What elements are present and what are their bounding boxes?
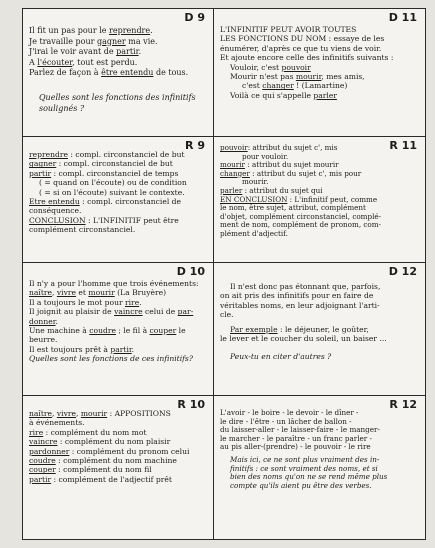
text-line: mourir : attribut du sujet mourir — [220, 160, 339, 170]
card-d12 — [214, 263, 425, 396]
text-line: cle. — [220, 310, 234, 320]
text-line: au pis aller-(prendre) - le pouvoir - le rire — [220, 442, 371, 452]
card-r11 — [214, 137, 425, 263]
text-line: beurre. — [29, 335, 58, 345]
text-line: pouvoir: attribut du sujet c', mis — [220, 143, 338, 152]
question: soulignés ? — [39, 103, 85, 113]
text-line: complément circonstanciel. — [29, 225, 136, 235]
text-line: vaincre : complément du nom plaisir — [29, 437, 171, 447]
text-line: c'est changer ! (Lamartine) — [242, 81, 348, 91]
text-line: conséquence. — [29, 206, 82, 216]
text-line: coudre : complément du nom machine — [29, 456, 177, 466]
text-line: Vouloir, c'est pouvoir — [230, 62, 311, 72]
text-line: reprendre : compl. circonstanciel de but — [29, 150, 185, 159]
card-code: D 12 — [388, 265, 417, 278]
card-grid — [23, 9, 425, 539]
note-line: compte qu'ils aient pu être des verbes. — [230, 480, 372, 490]
text-line: L'avoir - le boire - le devoir - le dîner - — [220, 408, 359, 417]
card-code: R 12 — [389, 398, 417, 411]
note-line: finitifs : ce sont vraiment des noms, et si — [230, 463, 378, 473]
note-line: Mais ici, ce ne sont plus vraiment des in- — [230, 454, 380, 464]
text-line: naître, vivre et mourir (La Bruyère) — [29, 288, 167, 298]
text-line: à événements. — [29, 418, 85, 428]
text-line: le marcher - le paraître - un franc parler - — [220, 433, 372, 443]
text-line: plément d'adjectif. — [220, 228, 288, 238]
card-d9 — [23, 9, 214, 137]
text-line: ( = si on l'écoute) suivant le contexte. — [39, 187, 185, 197]
text-line: partir : compl. circonstanciel de temps — [29, 168, 179, 178]
text-line: L'INFINITIF PEUT AVOIR TOUTES — [220, 25, 357, 34]
text-line: Parlez de façon à être entendu de tous. — [29, 68, 189, 78]
card-r9 — [23, 137, 214, 263]
card-code: R 9 — [185, 139, 205, 152]
text-line: rire : complément du nom mot — [29, 427, 147, 437]
question: Quelles sont les fonctions des infinitifs — [39, 92, 196, 102]
card-code: R 11 — [389, 139, 417, 152]
text-line: ment de nom, complément de pronom, com- — [220, 220, 381, 230]
text-line: mourir. — [242, 177, 269, 187]
text-line: gagner : compl. circonstanciel de but — [29, 159, 173, 169]
question: Peux-tu en citer d'autres ? — [230, 352, 332, 362]
card-code: D 11 — [388, 11, 417, 24]
card-r10 — [23, 396, 214, 539]
text-line: naître, vivre, mourir : APPOSITIONS — [29, 409, 171, 418]
text-line: Je travaille pour gagner ma vie. — [29, 36, 158, 46]
card-d10 — [23, 263, 214, 396]
text-line: ( = quand on l'écoute) ou de condition — [39, 178, 187, 188]
text-line: on ait pris des infinitifs pour en faire de — [220, 291, 374, 301]
text-line: Mourir n'est pas mourir, mes amis, — [230, 72, 365, 82]
text-line: EN CONCLUSION : L'infinitif peut, comme — [220, 194, 378, 204]
card-code: R 10 — [177, 398, 205, 411]
text-line: changer : attribut du sujet c', mis pour — [220, 168, 362, 178]
text-line: énumérer, d'après ce que tu viens de voir. — [220, 43, 382, 53]
text-line: pour vouloir. — [242, 151, 289, 161]
question: Quelles sont les fonctions de ces infinitifs? — [29, 354, 193, 364]
text-line: parler : attribut du sujet qui — [220, 185, 323, 195]
text-line: A l'écouter, tout est perdu. — [29, 57, 138, 67]
text-line: CONCLUSION : L'INFINITIF peut être — [29, 215, 179, 225]
card-code: D 10 — [176, 265, 205, 278]
text-line: donner. — [29, 316, 58, 326]
text-line: partir : complément de l'adjectif prêt — [29, 474, 172, 484]
text-line: le dire - l'être - un lâcher de ballon - — [220, 416, 352, 426]
worksheet-page — [22, 8, 426, 540]
note-line: bien des noms qu'on ne se rend même plus — [230, 472, 388, 482]
text-line: Il a toujours le mot pour rire. — [29, 297, 142, 307]
card-r12 — [214, 396, 425, 539]
text-line: LES FONCTIONS DU NOM : essaye de les — [220, 34, 385, 44]
text-line: d'objet, complément circonstanciel, complé- — [220, 211, 382, 221]
text-line: Voilà ce qui s'appelle parler — [230, 90, 337, 100]
text-line: Par exemple : le déjeuner, le goûter, — [230, 324, 369, 334]
text-line: Il n'est donc pas étonnant que, parfois, — [230, 282, 381, 291]
text-line: le lever et le coucher du soleil, un baiser ... — [220, 334, 387, 344]
text-line: Et ajoute encore celle des infinitifs suivants : — [220, 53, 394, 63]
text-line: J'irai le voir avant de partir. — [29, 47, 142, 57]
card-code: D 9 — [184, 11, 205, 24]
text-line: couper : complément du nom fil — [29, 465, 152, 475]
text-line: Une machine à coudre ; le fil à couper le — [29, 326, 186, 336]
text-line: du laisser-aller - le laisser-faire - le manger- — [220, 425, 380, 435]
text-line: Etre entendu : compl. circonstanciel de — [29, 197, 182, 207]
text-line: Il fit un pas pour le reprendre. — [29, 26, 153, 35]
text-line: Il est toujours prêt à partir. — [29, 344, 135, 354]
text-line: Il n'y a pour l'homme que trois événements: — [29, 279, 199, 288]
text-line: véritables noms, en leur adjoignant l'arti- — [220, 300, 380, 310]
text-line: pardonner : complément du pronom celui — [29, 446, 190, 456]
card-d11 — [214, 9, 425, 137]
text-line: Il joignit au plaisir de vaincre celui de par- — [29, 307, 194, 317]
text-line: le nom, être sujet, attribut, complément — [220, 203, 366, 213]
